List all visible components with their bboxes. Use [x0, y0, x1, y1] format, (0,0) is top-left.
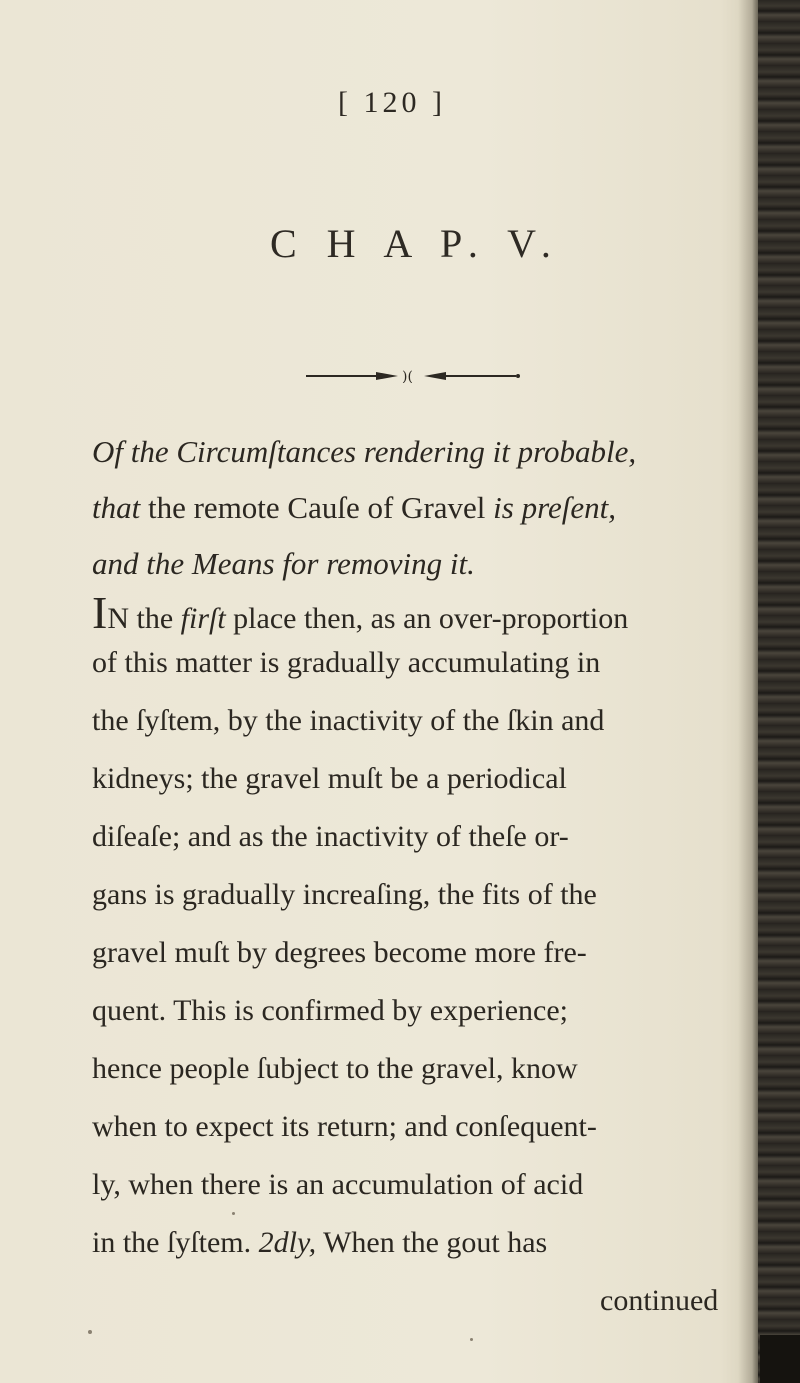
- book-spine-edge: [758, 0, 800, 1383]
- body-line-3: the ſyſtem, by the inactivity of the ſkin and: [92, 704, 605, 737]
- heading-line-3: [92, 536, 732, 592]
- page-number: [ 120 ]: [338, 86, 446, 119]
- gutter-shadow: [738, 0, 758, 1383]
- body-line-8: quent. This is confirmed by experience;: [92, 994, 568, 1027]
- paper-speck: [88, 1330, 92, 1334]
- body-line-11: ly, when there is an accumulation of acid: [92, 1168, 584, 1201]
- heading-line-2-start: that: [92, 490, 141, 525]
- body-line-10: when to expect its return; and conſequent-: [92, 1110, 597, 1143]
- body-line-7: gravel muſt by degrees become more fre-: [92, 936, 587, 969]
- chapter-heading: [92, 424, 732, 592]
- heading-line-2: [92, 480, 732, 536]
- heading-line-3-text: and the Means for removing it.: [92, 546, 475, 581]
- svg-text:)(: )(: [402, 369, 413, 383]
- body-line-6: gans is gradually increaſing, the fits of the: [92, 878, 597, 911]
- body-line-1: [92, 587, 629, 638]
- page-corner-shadow: [760, 1335, 800, 1383]
- small-caps: N: [107, 602, 129, 635]
- body-line-12-a: in the ſyſtem.: [92, 1226, 259, 1259]
- chapter-title-text: C H A P. V.: [270, 221, 561, 266]
- catchword: continued: [600, 1284, 719, 1317]
- body-line-1-italic: firſt: [180, 602, 226, 635]
- drop-cap: I: [92, 587, 108, 638]
- body-line-12-b: When the gout has: [316, 1226, 548, 1259]
- heading-line-2-end: is preſent,: [493, 490, 616, 525]
- heading-line-1-text: Of the Circumſtances rendering it probable,: [92, 434, 637, 469]
- heading-line-1: [92, 424, 732, 480]
- body-line-12-italic: 2dly,: [258, 1226, 317, 1259]
- body-line-4: kidneys; the gravel muſt be a periodical: [92, 762, 567, 795]
- body-line-5: diſeaſe; and as the inactivity of theſe or-: [92, 820, 569, 853]
- body-line-1-a: the: [129, 602, 181, 635]
- paper-speck: [470, 1338, 473, 1341]
- body-line-2: of this matter is gradually accumulating in: [92, 646, 601, 679]
- body-line-9: hence people ſubject to the gravel, know: [92, 1052, 578, 1085]
- heading-line-2-mid: the remote Cauſe of Gravel: [140, 490, 494, 525]
- paper-speck: [232, 1212, 235, 1215]
- body-line-12: [92, 1226, 547, 1260]
- body-line-1-b: place then, as an over-proportion: [225, 602, 629, 635]
- ornament-rule-icon: [306, 369, 556, 383]
